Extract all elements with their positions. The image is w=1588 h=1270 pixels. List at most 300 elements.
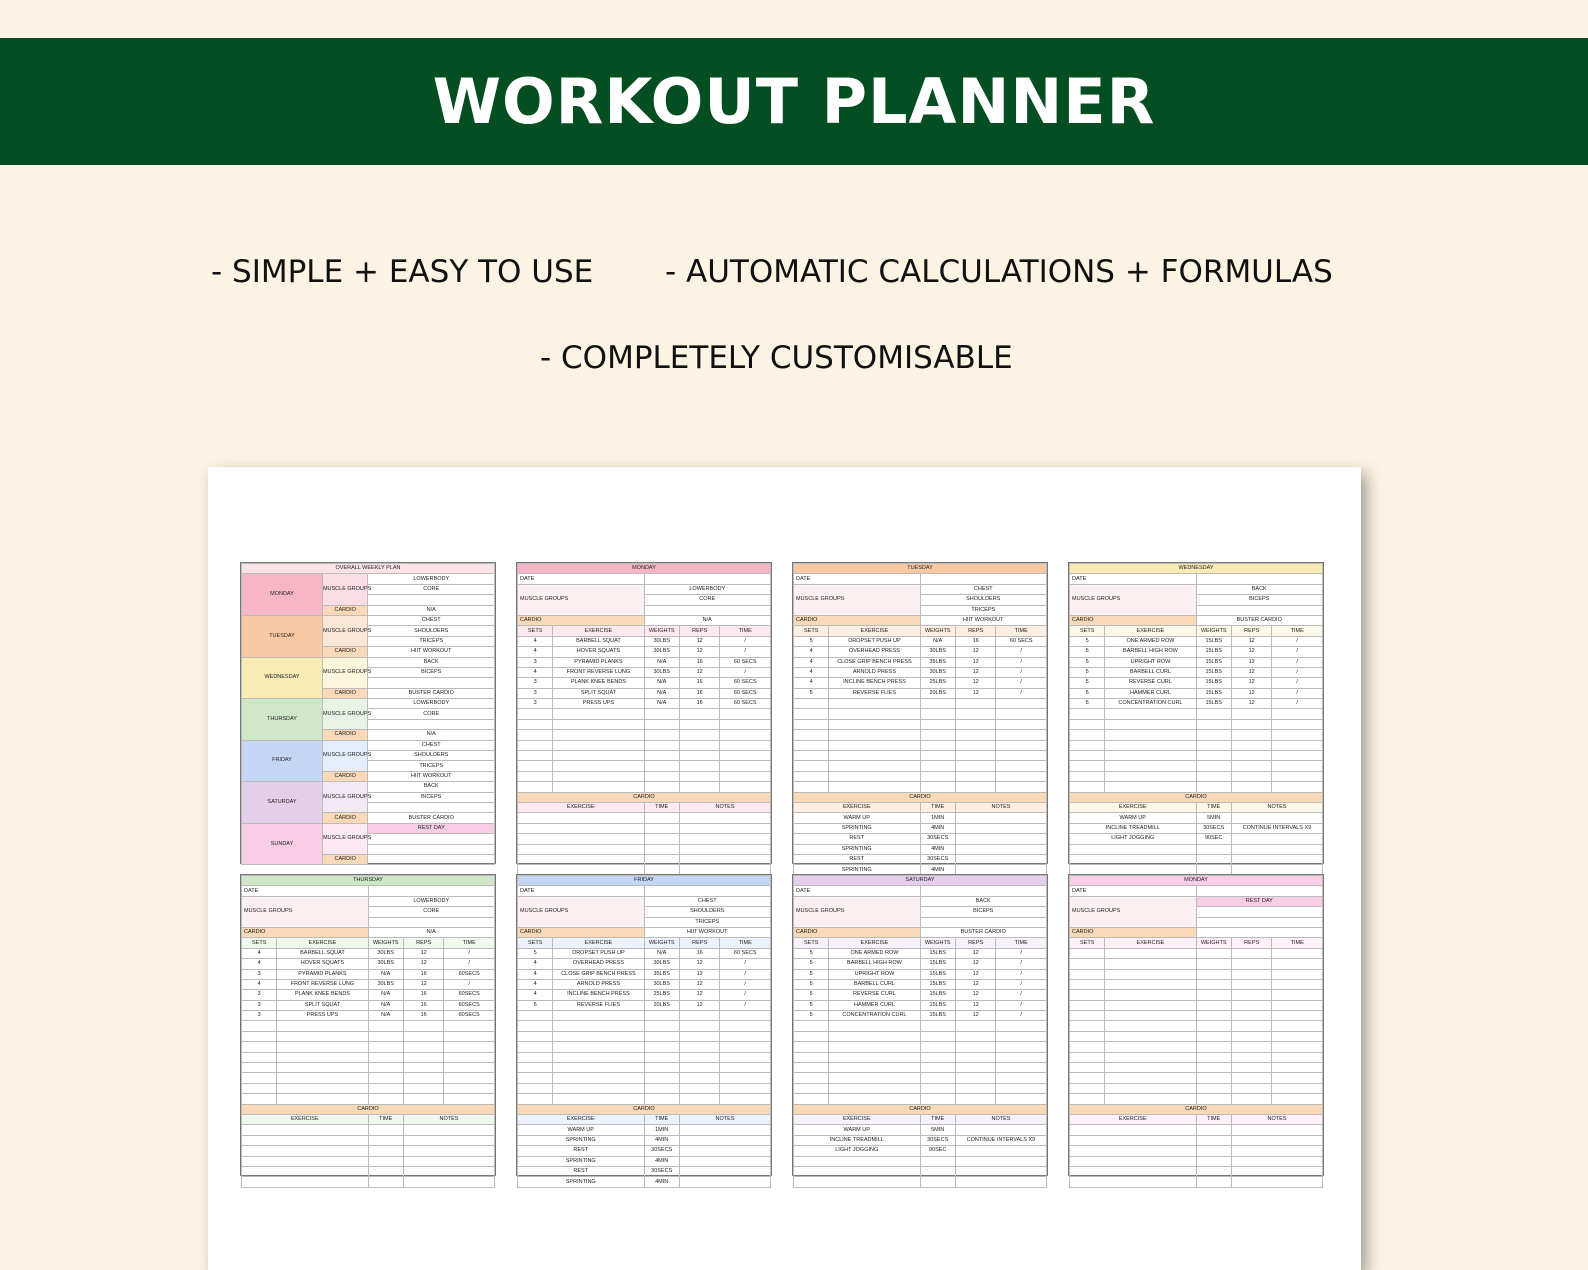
cardio-value: HIIT WORKOUT	[368, 647, 495, 657]
muscle-group-value: CORE	[368, 584, 495, 594]
exercise-cell	[955, 1042, 995, 1052]
muscle-group-value: LOWERBODY	[368, 896, 495, 906]
cardio-value: HIIT WORKOUT	[644, 927, 771, 937]
exercise-cell: 15LBS	[1196, 688, 1231, 698]
exercise-cell: 12	[955, 979, 995, 989]
muscle-group-value: TRICEPS	[368, 761, 495, 771]
cardio-label: CARDIO	[242, 927, 369, 937]
exercise-cell	[829, 740, 920, 750]
exercise-cell	[553, 1052, 644, 1062]
exercise-cell	[644, 1011, 679, 1021]
cardio-cell	[1070, 1146, 1197, 1156]
exercise-cell	[1070, 740, 1105, 750]
exercise-cell	[1105, 1052, 1196, 1062]
exercise-cell	[518, 1042, 553, 1052]
exercise-cell: 12	[955, 1000, 995, 1010]
exercise-cell: N/A	[368, 969, 403, 979]
cardio-cell: 30SECS	[644, 1166, 679, 1176]
cardio-cell: 5MIN	[1196, 813, 1231, 823]
muscle-groups-label: MUSCLE GROUPS	[1070, 896, 1197, 927]
muscle-groups-label: MUSCLE GROUPS	[1070, 584, 1197, 615]
exercise-cell	[1231, 1063, 1271, 1073]
exercise-cell: CLOSE GRIP BENCH PRESS	[829, 657, 920, 667]
exercise-cell: PYRAMID PLANKS	[277, 969, 368, 979]
cardio-value: BUSTER CARDIO	[920, 927, 1047, 937]
exercise-cell	[1272, 979, 1323, 989]
cardio-cell	[368, 1156, 403, 1166]
cardio-cell	[403, 1146, 494, 1156]
exercise-cell: FRONT REVERSE LUNG	[277, 979, 368, 989]
cardio-value: HIIT WORKOUT	[920, 615, 1047, 625]
cardio-cell: WARM UP	[1070, 813, 1197, 823]
cardio-cell: SPRINTING	[518, 1135, 645, 1145]
exercise-cell	[679, 1042, 719, 1052]
cardio-cell	[955, 813, 1046, 823]
cardio-cell: SPRINTING	[794, 865, 921, 875]
day-sheet	[240, 874, 496, 1176]
exercise-cell: ONE ARMED ROW	[1105, 636, 1196, 646]
exercise-cell	[1272, 709, 1323, 719]
exercise-cell	[242, 1094, 277, 1104]
exercise-cell: FRONT REVERSE LUNG	[553, 667, 644, 677]
date-label: DATE	[518, 886, 645, 896]
exercise-cell	[1070, 1011, 1105, 1021]
cardio-cell	[955, 1166, 1046, 1176]
exercise-cell: PLANK KNEE BENDS	[277, 990, 368, 1000]
cardio-cell: SPRINTING	[794, 844, 921, 854]
exercise-cell	[1196, 1063, 1231, 1073]
cardio-cell	[1196, 1135, 1231, 1145]
cardio-cell	[955, 844, 1046, 854]
cardio-cell	[1070, 1166, 1197, 1176]
exercise-cell	[829, 782, 920, 792]
exercise-cell: /	[444, 979, 495, 989]
cardio-cell	[403, 1166, 494, 1176]
cardio-cell	[1196, 1156, 1231, 1166]
cardio-cell: SPRINTING	[518, 1177, 645, 1187]
exercise-cell	[1196, 1083, 1231, 1093]
exercise-cell: INCLINE BENCH PRESS	[553, 990, 644, 1000]
exercise-cell	[679, 740, 719, 750]
cardio-value	[368, 854, 495, 864]
exercise-cell: PRESS UPS	[277, 1011, 368, 1021]
cardio-cell: INCLINE TREADMILL	[794, 1135, 921, 1145]
exercise-cell	[829, 730, 920, 740]
exercise-cell: SPLIT SQUAT	[553, 688, 644, 698]
exercise-cell	[518, 1073, 553, 1083]
cardio-column-header: EXERCISE	[794, 802, 921, 812]
exercise-cell	[955, 699, 995, 709]
exercise-cell	[720, 771, 771, 781]
exercise-cell	[720, 1083, 771, 1093]
exercise-cell	[920, 709, 955, 719]
exercise-cell	[794, 709, 829, 719]
exercise-cell: 15LBS	[920, 959, 955, 969]
exercise-cell	[553, 1083, 644, 1093]
day-sheet	[516, 562, 772, 864]
exercise-cell	[644, 730, 679, 740]
cardio-label: CARDIO	[794, 927, 921, 937]
exercise-cell	[679, 1031, 719, 1041]
exercise-cell: 60 SECS	[720, 678, 771, 688]
muscle-group-value: CHEST	[368, 615, 495, 625]
cardio-cell	[368, 1177, 403, 1187]
exercise-cell: 30LBS	[644, 636, 679, 646]
exercise-cell	[1272, 990, 1323, 1000]
exercise-cell	[1272, 719, 1323, 729]
column-header: EXERCISE	[553, 938, 644, 948]
cardio-value: BUSTER CARDIO	[368, 813, 495, 823]
exercise-cell: ARNOLD PRESS	[553, 979, 644, 989]
exercise-cell	[794, 761, 829, 771]
column-header: SETS	[1070, 938, 1105, 948]
cardio-cell	[679, 813, 770, 823]
exercise-cell	[644, 1063, 679, 1073]
exercise-cell	[553, 740, 644, 750]
exercise-cell	[368, 1073, 403, 1083]
cardio-cell	[518, 834, 645, 844]
exercise-cell: 5	[794, 969, 829, 979]
column-header: WEIGHTS	[1196, 626, 1231, 636]
cardio-cell	[1231, 834, 1322, 844]
cardio-cell: WARM UP	[794, 813, 921, 823]
exercise-cell: 15LBS	[1196, 636, 1231, 646]
cardio-cell: WARM UP	[518, 1125, 645, 1135]
date-label: DATE	[794, 886, 921, 896]
exercise-cell	[829, 771, 920, 781]
column-header: TIME	[996, 938, 1047, 948]
exercise-cell: REVERSE FLIES	[553, 1000, 644, 1010]
exercise-cell: N/A	[644, 699, 679, 709]
cardio-cell: LIGHT JOGGING	[794, 1146, 921, 1156]
exercise-cell: /	[720, 990, 771, 1000]
exercise-cell: 12	[1231, 688, 1271, 698]
sheet-title: FRIDAY	[518, 876, 771, 886]
exercise-cell	[1196, 1094, 1231, 1104]
exercise-cell: BARBELL CURL	[1105, 667, 1196, 677]
exercise-cell: DROPSET PUSH UP	[829, 636, 920, 646]
cardio-section-title: CARDIO	[1070, 792, 1323, 802]
cardio-cell	[955, 1125, 1046, 1135]
exercise-cell	[1070, 1094, 1105, 1104]
exercise-cell: 16	[403, 969, 443, 979]
muscle-group-value: BICEPS	[368, 792, 495, 802]
exercise-cell	[1272, 1052, 1323, 1062]
exercise-cell	[277, 1063, 368, 1073]
exercise-cell	[829, 1031, 920, 1041]
column-header: SETS	[242, 938, 277, 948]
exercise-cell: REVERSE CURL	[1105, 678, 1196, 688]
exercise-cell	[1070, 959, 1105, 969]
cardio-column-header: TIME	[368, 1114, 403, 1124]
exercise-cell	[644, 1021, 679, 1031]
exercise-cell	[1105, 979, 1196, 989]
exercise-cell: /	[996, 969, 1047, 979]
exercise-cell: 30LBS	[368, 948, 403, 958]
exercise-cell	[1196, 1052, 1231, 1062]
muscle-groups-label: MUSCLE GROUPS	[322, 823, 368, 854]
exercise-cell: 16	[403, 1000, 443, 1010]
muscle-group-value: BICEPS	[920, 907, 1047, 917]
exercise-cell: /	[1272, 657, 1323, 667]
cardio-cell	[1070, 1125, 1197, 1135]
exercise-cell	[518, 782, 553, 792]
cardio-column-header: TIME	[1196, 1114, 1231, 1124]
muscle-group-value	[368, 844, 495, 854]
cardio-column-header: NOTES	[1231, 802, 1322, 812]
column-header: EXERCISE	[277, 938, 368, 948]
cardio-cell: 30SECS	[920, 1135, 955, 1145]
cardio-cell	[518, 844, 645, 854]
column-header: TIME	[444, 938, 495, 948]
exercise-cell	[829, 1063, 920, 1073]
exercise-cell	[794, 751, 829, 761]
exercise-cell	[1196, 959, 1231, 969]
exercise-cell: ARNOLD PRESS	[829, 667, 920, 677]
sheet-title: SATURDAY	[794, 876, 1047, 886]
column-header: EXERCISE	[829, 938, 920, 948]
exercise-cell	[996, 1052, 1047, 1062]
muscle-group-value: BACK	[368, 782, 495, 792]
exercise-cell	[1070, 1042, 1105, 1052]
exercise-cell	[1070, 969, 1105, 979]
exercise-cell	[1105, 782, 1196, 792]
exercise-cell	[553, 761, 644, 771]
exercise-cell: 12	[955, 948, 995, 958]
exercise-cell	[955, 1083, 995, 1093]
cardio-cell	[955, 1146, 1046, 1156]
exercise-cell	[1272, 1073, 1323, 1083]
exercise-cell: 30LBS	[644, 979, 679, 989]
exercise-cell	[1272, 1083, 1323, 1093]
exercise-cell	[368, 1031, 403, 1041]
exercise-cell	[1070, 782, 1105, 792]
exercise-cell: 30LBS	[368, 979, 403, 989]
exercise-cell	[1070, 709, 1105, 719]
exercise-cell	[444, 1094, 495, 1104]
exercise-cell	[553, 782, 644, 792]
exercise-cell	[720, 1073, 771, 1083]
cardio-column-header: TIME	[920, 1114, 955, 1124]
exercise-cell: /	[996, 678, 1047, 688]
exercise-cell	[277, 1052, 368, 1062]
exercise-cell: /	[996, 979, 1047, 989]
exercise-cell	[1231, 1042, 1271, 1052]
exercise-cell: N/A	[644, 688, 679, 698]
cardio-cell	[1070, 1156, 1197, 1166]
exercise-cell: /	[720, 636, 771, 646]
exercise-cell: N/A	[920, 636, 955, 646]
exercise-cell: /	[1272, 667, 1323, 677]
exercise-cell	[955, 719, 995, 729]
cardio-value: N/A	[368, 927, 495, 937]
sheet-title: THURSDAY	[242, 876, 495, 886]
exercise-cell: ONE ARMED ROW	[829, 948, 920, 958]
exercise-cell: 4	[518, 990, 553, 1000]
exercise-cell	[1105, 709, 1196, 719]
cardio-cell: 5MIN	[920, 1125, 955, 1135]
exercise-cell: /	[1272, 647, 1323, 657]
exercise-cell	[553, 719, 644, 729]
exercise-cell	[679, 719, 719, 729]
muscle-groups-label: MUSCLE GROUPS	[322, 574, 368, 605]
muscle-group-value	[1196, 605, 1323, 615]
exercise-cell: 60 SECS	[996, 636, 1047, 646]
cardio-label: CARDIO	[322, 771, 368, 781]
cardio-cell	[679, 1135, 770, 1145]
exercise-cell	[1070, 771, 1105, 781]
exercise-cell	[553, 1011, 644, 1021]
exercise-cell: 60SECS	[444, 990, 495, 1000]
exercise-cell: 3	[242, 1000, 277, 1010]
exercise-cell	[1231, 761, 1271, 771]
exercise-cell	[403, 1042, 443, 1052]
exercise-cell: N/A	[644, 657, 679, 667]
exercise-cell	[1070, 1031, 1105, 1041]
cardio-cell	[1231, 813, 1322, 823]
cardio-cell	[644, 854, 679, 864]
exercise-cell: 5	[794, 636, 829, 646]
cardio-cell	[1070, 844, 1197, 854]
muscle-group-value: SHOULDERS	[644, 907, 771, 917]
exercise-cell	[955, 761, 995, 771]
exercise-cell: 12	[679, 959, 719, 969]
cardio-column-header: EXERCISE	[1070, 1114, 1197, 1124]
exercise-cell	[1272, 771, 1323, 781]
exercise-cell: 5	[1070, 657, 1105, 667]
day-label: SATURDAY	[242, 782, 323, 824]
cardio-cell	[1231, 844, 1322, 854]
exercise-cell: 12	[955, 678, 995, 688]
cardio-column-header: TIME	[1196, 802, 1231, 812]
exercise-cell	[794, 782, 829, 792]
exercise-cell	[996, 771, 1047, 781]
cardio-column-header: EXERCISE	[242, 1114, 369, 1124]
exercise-cell	[720, 740, 771, 750]
cardio-cell	[1196, 844, 1231, 854]
exercise-cell	[996, 740, 1047, 750]
day-sheet	[1068, 874, 1324, 1176]
date-label: DATE	[794, 574, 921, 584]
exercise-cell	[996, 751, 1047, 761]
exercise-cell	[1070, 1000, 1105, 1010]
muscle-groups-label: MUSCLE GROUPS	[242, 896, 369, 927]
exercise-cell	[920, 751, 955, 761]
exercise-cell	[553, 1073, 644, 1083]
exercise-cell: 20LBS	[920, 688, 955, 698]
exercise-cell: 5	[794, 959, 829, 969]
exercise-cell	[1231, 969, 1271, 979]
exercise-cell: 3	[518, 657, 553, 667]
exercise-cell: 3	[518, 678, 553, 688]
exercise-cell: 5	[1070, 667, 1105, 677]
cardio-column-header: EXERCISE	[794, 1114, 921, 1124]
muscle-groups-label: MUSCLE GROUPS	[518, 896, 645, 927]
exercise-cell: 3	[518, 688, 553, 698]
cardio-cell	[242, 1166, 369, 1176]
cardio-cell	[368, 1135, 403, 1145]
exercise-cell: SPLIT SQUAT	[277, 1000, 368, 1010]
muscle-group-value	[1196, 917, 1323, 927]
exercise-cell	[1231, 740, 1271, 750]
exercise-cell: CLOSE GRIP BENCH PRESS	[553, 969, 644, 979]
exercise-cell	[1105, 719, 1196, 729]
exercise-cell	[1231, 1073, 1271, 1083]
cardio-cell	[1231, 854, 1322, 864]
exercise-cell: 12	[1231, 636, 1271, 646]
exercise-cell: DROPSET PUSH UP	[553, 948, 644, 958]
date-value	[644, 886, 771, 896]
exercise-cell: 5	[794, 948, 829, 958]
exercise-cell	[996, 1083, 1047, 1093]
exercise-cell: 35LBS	[644, 969, 679, 979]
day-sheet	[792, 562, 1048, 873]
cardio-cell	[644, 823, 679, 833]
exercise-cell	[242, 1031, 277, 1041]
cardio-column-header: NOTES	[403, 1114, 494, 1124]
muscle-group-value: CHEST	[368, 740, 495, 750]
exercise-cell	[955, 740, 995, 750]
exercise-cell: CONCENTRATION CURL	[1105, 699, 1196, 709]
exercise-cell	[955, 771, 995, 781]
exercise-cell	[920, 1083, 955, 1093]
exercise-cell	[829, 1052, 920, 1062]
exercise-cell	[1231, 719, 1271, 729]
column-header: SETS	[518, 626, 553, 636]
exercise-cell	[1105, 730, 1196, 740]
exercise-cell: 5	[1070, 647, 1105, 657]
muscle-groups-label: MUSCLE GROUPS	[322, 740, 368, 771]
cardio-cell: 4MIN	[644, 1156, 679, 1166]
exercise-cell	[403, 1083, 443, 1093]
cardio-cell	[368, 1125, 403, 1135]
exercise-cell: 3	[242, 969, 277, 979]
muscle-group-value: BICEPS	[1196, 595, 1323, 605]
exercise-cell: /	[996, 688, 1047, 698]
cardio-label: CARDIO	[322, 813, 368, 823]
muscle-group-value: LOWERBODY	[644, 584, 771, 594]
exercise-cell	[1105, 969, 1196, 979]
exercise-cell	[794, 1031, 829, 1041]
cardio-cell	[794, 1166, 921, 1176]
exercise-cell	[1105, 1063, 1196, 1073]
exercise-cell	[518, 771, 553, 781]
sheet-title: OVERALL WEEKLY PLAN	[242, 564, 495, 574]
cardio-label: CARDIO	[322, 605, 368, 615]
cardio-cell: 30SECS	[1196, 823, 1231, 833]
exercise-cell: 15LBS	[1196, 699, 1231, 709]
cardio-cell	[679, 1166, 770, 1176]
muscle-groups-label: MUSCLE GROUPS	[322, 782, 368, 813]
muscle-group-value: BACK	[920, 896, 1047, 906]
exercise-cell	[794, 1094, 829, 1104]
exercise-cell: 12	[955, 969, 995, 979]
exercise-cell: BARBELL HIGH ROW	[829, 959, 920, 969]
cardio-value: N/A	[644, 615, 771, 625]
cardio-cell	[403, 1125, 494, 1135]
muscle-group-value	[368, 917, 495, 927]
exercise-cell: 5	[794, 979, 829, 989]
muscle-group-value	[1196, 907, 1323, 917]
exercise-cell: 4	[242, 959, 277, 969]
column-header: WEIGHTS	[1196, 938, 1231, 948]
exercise-cell	[1272, 948, 1323, 958]
cardio-cell	[242, 1146, 369, 1156]
cardio-cell: 90SEC	[1196, 834, 1231, 844]
exercise-cell: 15LBS	[920, 948, 955, 958]
column-header: EXERCISE	[1105, 626, 1196, 636]
exercise-cell: 4	[794, 667, 829, 677]
